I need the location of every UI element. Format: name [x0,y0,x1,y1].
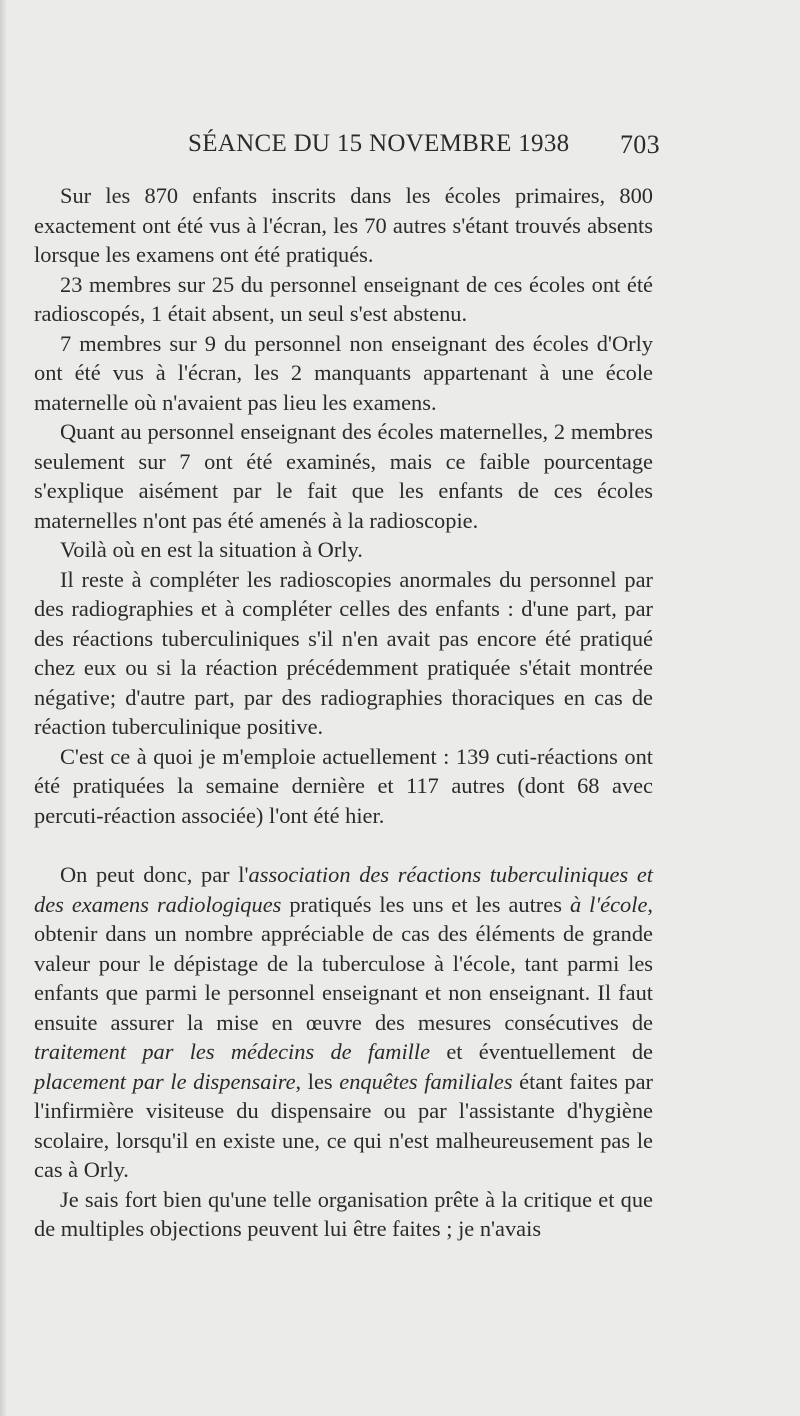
text-run: , obtenir dans un nombre appréciable de cas des éléments de grande valeur pour le dépistage de la tuberculose à l'école, tant parmi les enfants que parmi le personnel enseignant et non enseignant. Il faut ensuite assurer la mise en œuvre des mesures consécutives de [34,891,653,1035]
italic-phrase: enquêtes familiales [339,1068,513,1094]
text-run: étant faites par l'infirmière visiteuse du dispensaire ou par l'assistante d'hygiène scolaire, lorsqu'il en existe une, ce qui n'est malheureusement pas le cas à Orly. [34,1068,653,1182]
paragraph-conclusion [34,860,653,1185]
text-run: et éventuellement de [430,1039,653,1064]
page-number: 703 [620,130,660,159]
paragraph: Il reste à compléter les radioscopies anormales du personnel par des radiographies et à compléter celles des enfants : d'une part, par des réactions tuberculiniques s'il n'en avait pas encore été pratiqué chez eux ou si la réaction précédemment pratiquée s'était montrée négative; d'autre part, par des radiographies thoraciques en cas de réaction tuberculinique positive. [34,566,653,739]
page-edge-shadow [0,0,7,1416]
paragraph: 7 membres sur 9 du personnel non enseignant des écoles d'Orly ont été vus à l'écran, les 2 manquants appartenant à une école maternelle où n'avaient pas lieu les examens. [34,330,653,415]
text-run: , les [295,1068,340,1094]
running-title: SÉANCE DU 15 NOVEMBRE 1938 [188,130,570,157]
paragraph: C'est ce à quoi je m'emploie actuellement : 139 cuti-réactions ont été pratiquées la semaine dernière et 117 autres (dont 68 avec percuti-réaction associée) l'ont été hier. [34,743,653,828]
paragraph: Je sais fort bien qu'une telle organisation prête à la critique et que de multiples objections peuvent lui être faites ; je n'avais [34,1186,653,1241]
italic-phrase: traitement par les médecins de famille [34,1039,431,1064]
paragraph: Sur les 870 enfants inscrits dans les écoles primaires, 800 exactement ont été vus à l'écran, les 70 autres s'étant trouvés absents lorsque les examens ont été pratiqués. [34,183,653,267]
paragraph: Voilà où en est la situation à Orly. [60,537,363,562]
page-header [0,126,800,166]
body-text [34,181,653,1244]
paragraph: 23 membres sur 25 du personnel enseignant de ces écoles ont été radioscopés, 1 était absent, un seul s'est abstenu. [34,271,653,326]
text-run: On peut donc, par l' [60,862,249,887]
text-run: pratiqués les uns et les autres [281,891,570,917]
paragraph: Quant au personnel enseignant des écoles maternelles, 2 membres seulement sur 7 ont été examinés, mais ce faible pourcentage s'explique aisément par le fait que les enfants de ces écoles maternelles n'ont pas été amenés à la radioscopie. [34,419,653,533]
italic-phrase: à l'école [569,891,648,917]
italic-phrase: association des réactions tuberculiniques et des examens radiologiques [34,862,653,917]
italic-phrase: placement par le dispensaire [34,1068,296,1094]
